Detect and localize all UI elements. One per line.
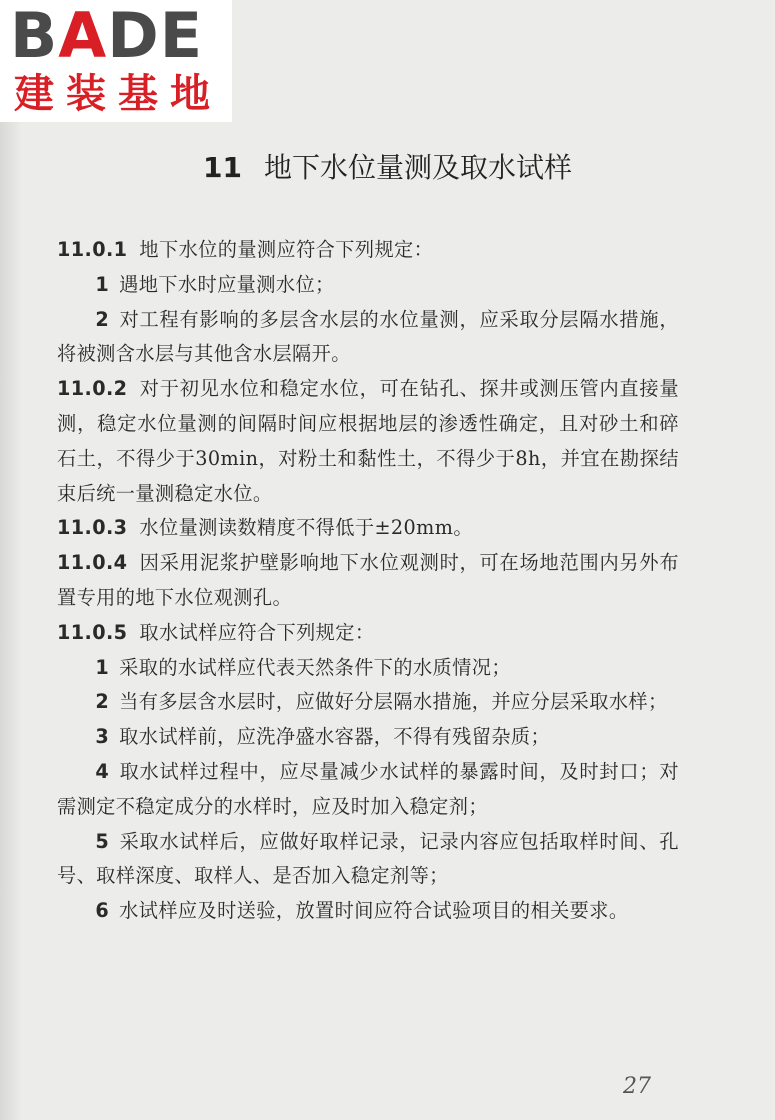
item-number: 1 [95, 655, 110, 679]
item-text: 取水试样过程中，应尽量减少水试样的暴露时间，及时封口；对需测定不稳定成分的水样时，应及时加入稳定剂； [57, 759, 679, 818]
logo-accent-letter: A [58, 0, 108, 72]
clause-text: 取水试样应符合下列规定： [139, 620, 375, 644]
clause-number: 11.0.3 [57, 516, 128, 540]
item-number: 1 [95, 272, 110, 296]
clause-number: 11.0.4 [57, 551, 128, 575]
list-item [57, 268, 679, 303]
logo-subtitle: 建装基地 [14, 71, 222, 117]
clause-paragraph [57, 511, 679, 546]
item-number: 3 [95, 725, 110, 749]
item-number: 4 [95, 759, 110, 783]
list-item [57, 685, 679, 720]
clause-paragraph [57, 546, 679, 616]
page-number: 27 [623, 1074, 651, 1099]
item-text: 对工程有影响的多层含水层的水位量测，应采取分层隔水措施，将被测含水层与其他含水层隔开。 [57, 307, 679, 366]
item-text: 水试样应及时送验，放置时间应符合试验项目的相关要求。 [119, 899, 629, 923]
clause-text: 因采用泥浆护壁影响地下水位观测时，可在场地范围内另外布置专用的地下水位观测孔。 [57, 551, 679, 609]
item-text: 采取水试样后，应做好取样记录，记录内容应包括取样时间、孔号、取样深度、取样人、是否加入稳定剂等； [57, 829, 679, 888]
chapter-title-text: 地下水位量测及取水试样 [263, 151, 572, 184]
clause-text: 水位量测读数精度不得低于±20mm。 [139, 516, 473, 540]
list-item [57, 651, 679, 686]
item-number: 6 [95, 899, 110, 923]
list-item [57, 303, 679, 373]
clause-paragraph [57, 372, 679, 511]
clause-paragraph [57, 616, 679, 651]
item-text: 遇地下水时应量测水位； [119, 272, 335, 296]
bade-logo [0, 0, 232, 122]
logo-wordmark: BADE [10, 0, 204, 72]
list-item [57, 720, 679, 755]
clause-number: 11.0.2 [57, 377, 128, 401]
item-text: 采取的水试样应代表天然条件下的水质情况； [119, 655, 511, 679]
clause-text: 对于初见水位和稳定水位，可在钻孔、探井或测压管内直接量测，稳定水位量测的间隔时间应根据地层的渗透性确定，且对砂土和碎石土，不得少于30min，对粉土和黏性土，不得少于8h，并宜在勘探结束后统一量测稳定水位。 [57, 377, 679, 505]
item-number: 2 [95, 307, 110, 331]
clause-number: 11.0.5 [57, 620, 128, 644]
item-text: 取水试样前，应洗净盛水容器，不得有残留杂质； [119, 725, 551, 749]
chapter-number: 11 [203, 151, 242, 184]
list-item [57, 894, 679, 929]
clause-text: 地下水位的量测应符合下列规定： [139, 238, 434, 261]
list-item [57, 825, 679, 895]
body-text [57, 233, 679, 929]
clause-paragraph [57, 233, 679, 268]
item-text: 当有多层含水层时，应做好分层隔水措施，并应分层采取水样； [119, 690, 668, 714]
item-number: 2 [95, 690, 110, 714]
clause-number: 11.0.1 [57, 238, 128, 261]
item-number: 5 [95, 829, 110, 853]
list-item [57, 755, 679, 825]
chapter-title [0, 148, 775, 188]
